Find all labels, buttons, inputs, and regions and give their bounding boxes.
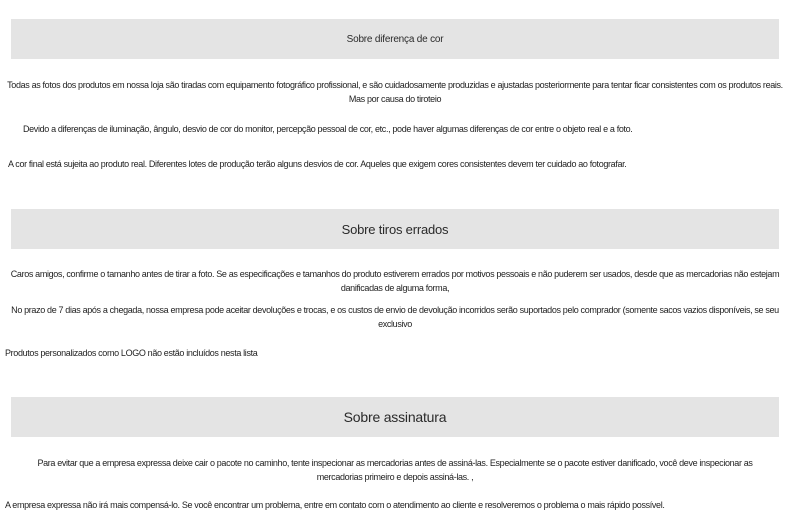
paragraph: A cor final está sujeita ao produto real. Diferentes lotes de produção terão alguns desvios de cor. Aqueles que exigem cores consistentes devem ter cuidado ao fotografar.	[8, 159, 627, 169]
section-title: Sobre assinatura	[343, 409, 447, 425]
paragraph: No prazo de 7 dias após a chegada, nossa empresa pode aceitar devoluções e trocas, e os custos de envio de devolução incorridos serão suportados pelo comprador (somente sacos vazios disponíveis, se seu exclusivo	[11, 305, 779, 329]
section-title: Sobre diferença de cor	[346, 33, 444, 45]
section-header-signature	[11, 397, 779, 437]
paragraph: Devido a diferenças de iluminação, ângulo, desvio de cor do monitor, percepção pessoal de cor, etc., pode haver algumas diferenças de cor entre o objeto real e a foto.	[23, 124, 633, 134]
section-header-color-difference	[11, 19, 779, 59]
paragraph: Caros amigos, confirme o tamanho antes de tirar a foto. Se as especificações e tamanhos do produto estiverem errados por motivos pessoais e não puderem ser usados, desde que as mercadorias não estejam danificadas de alguma forma,	[10, 269, 780, 293]
paragraph: Produtos personalizados como LOGO não estão incluídos nesta lista	[5, 348, 258, 358]
paragraph: Para evitar que a empresa expressa deixe cair o pacote no caminho, tente inspecionar as mercadorias antes de assiná-las. Especialmente se o pacote estiver danificado, você deve inspecionar as mercadorias primeiro e depois assiná-las. ,	[37, 458, 753, 482]
paragraph: A empresa expressa não irá mais compensá-lo. Se você encontrar um problema, entre em contato com o atendimento ao cliente e resolveremos o problema o mais rápido possível.	[5, 500, 665, 510]
section-title: Sobre tiros errados	[341, 221, 449, 237]
paragraph: Todas as fotos dos produtos em nossa loja são tiradas com equipamento fotográfico profissional, e são cuidadosamente produzidas e ajustadas posteriormente para tentar ficar consistentes com os produtos reais. Mas por causa do tiroteio	[7, 80, 783, 104]
section-header-wrong-shots	[11, 209, 779, 249]
